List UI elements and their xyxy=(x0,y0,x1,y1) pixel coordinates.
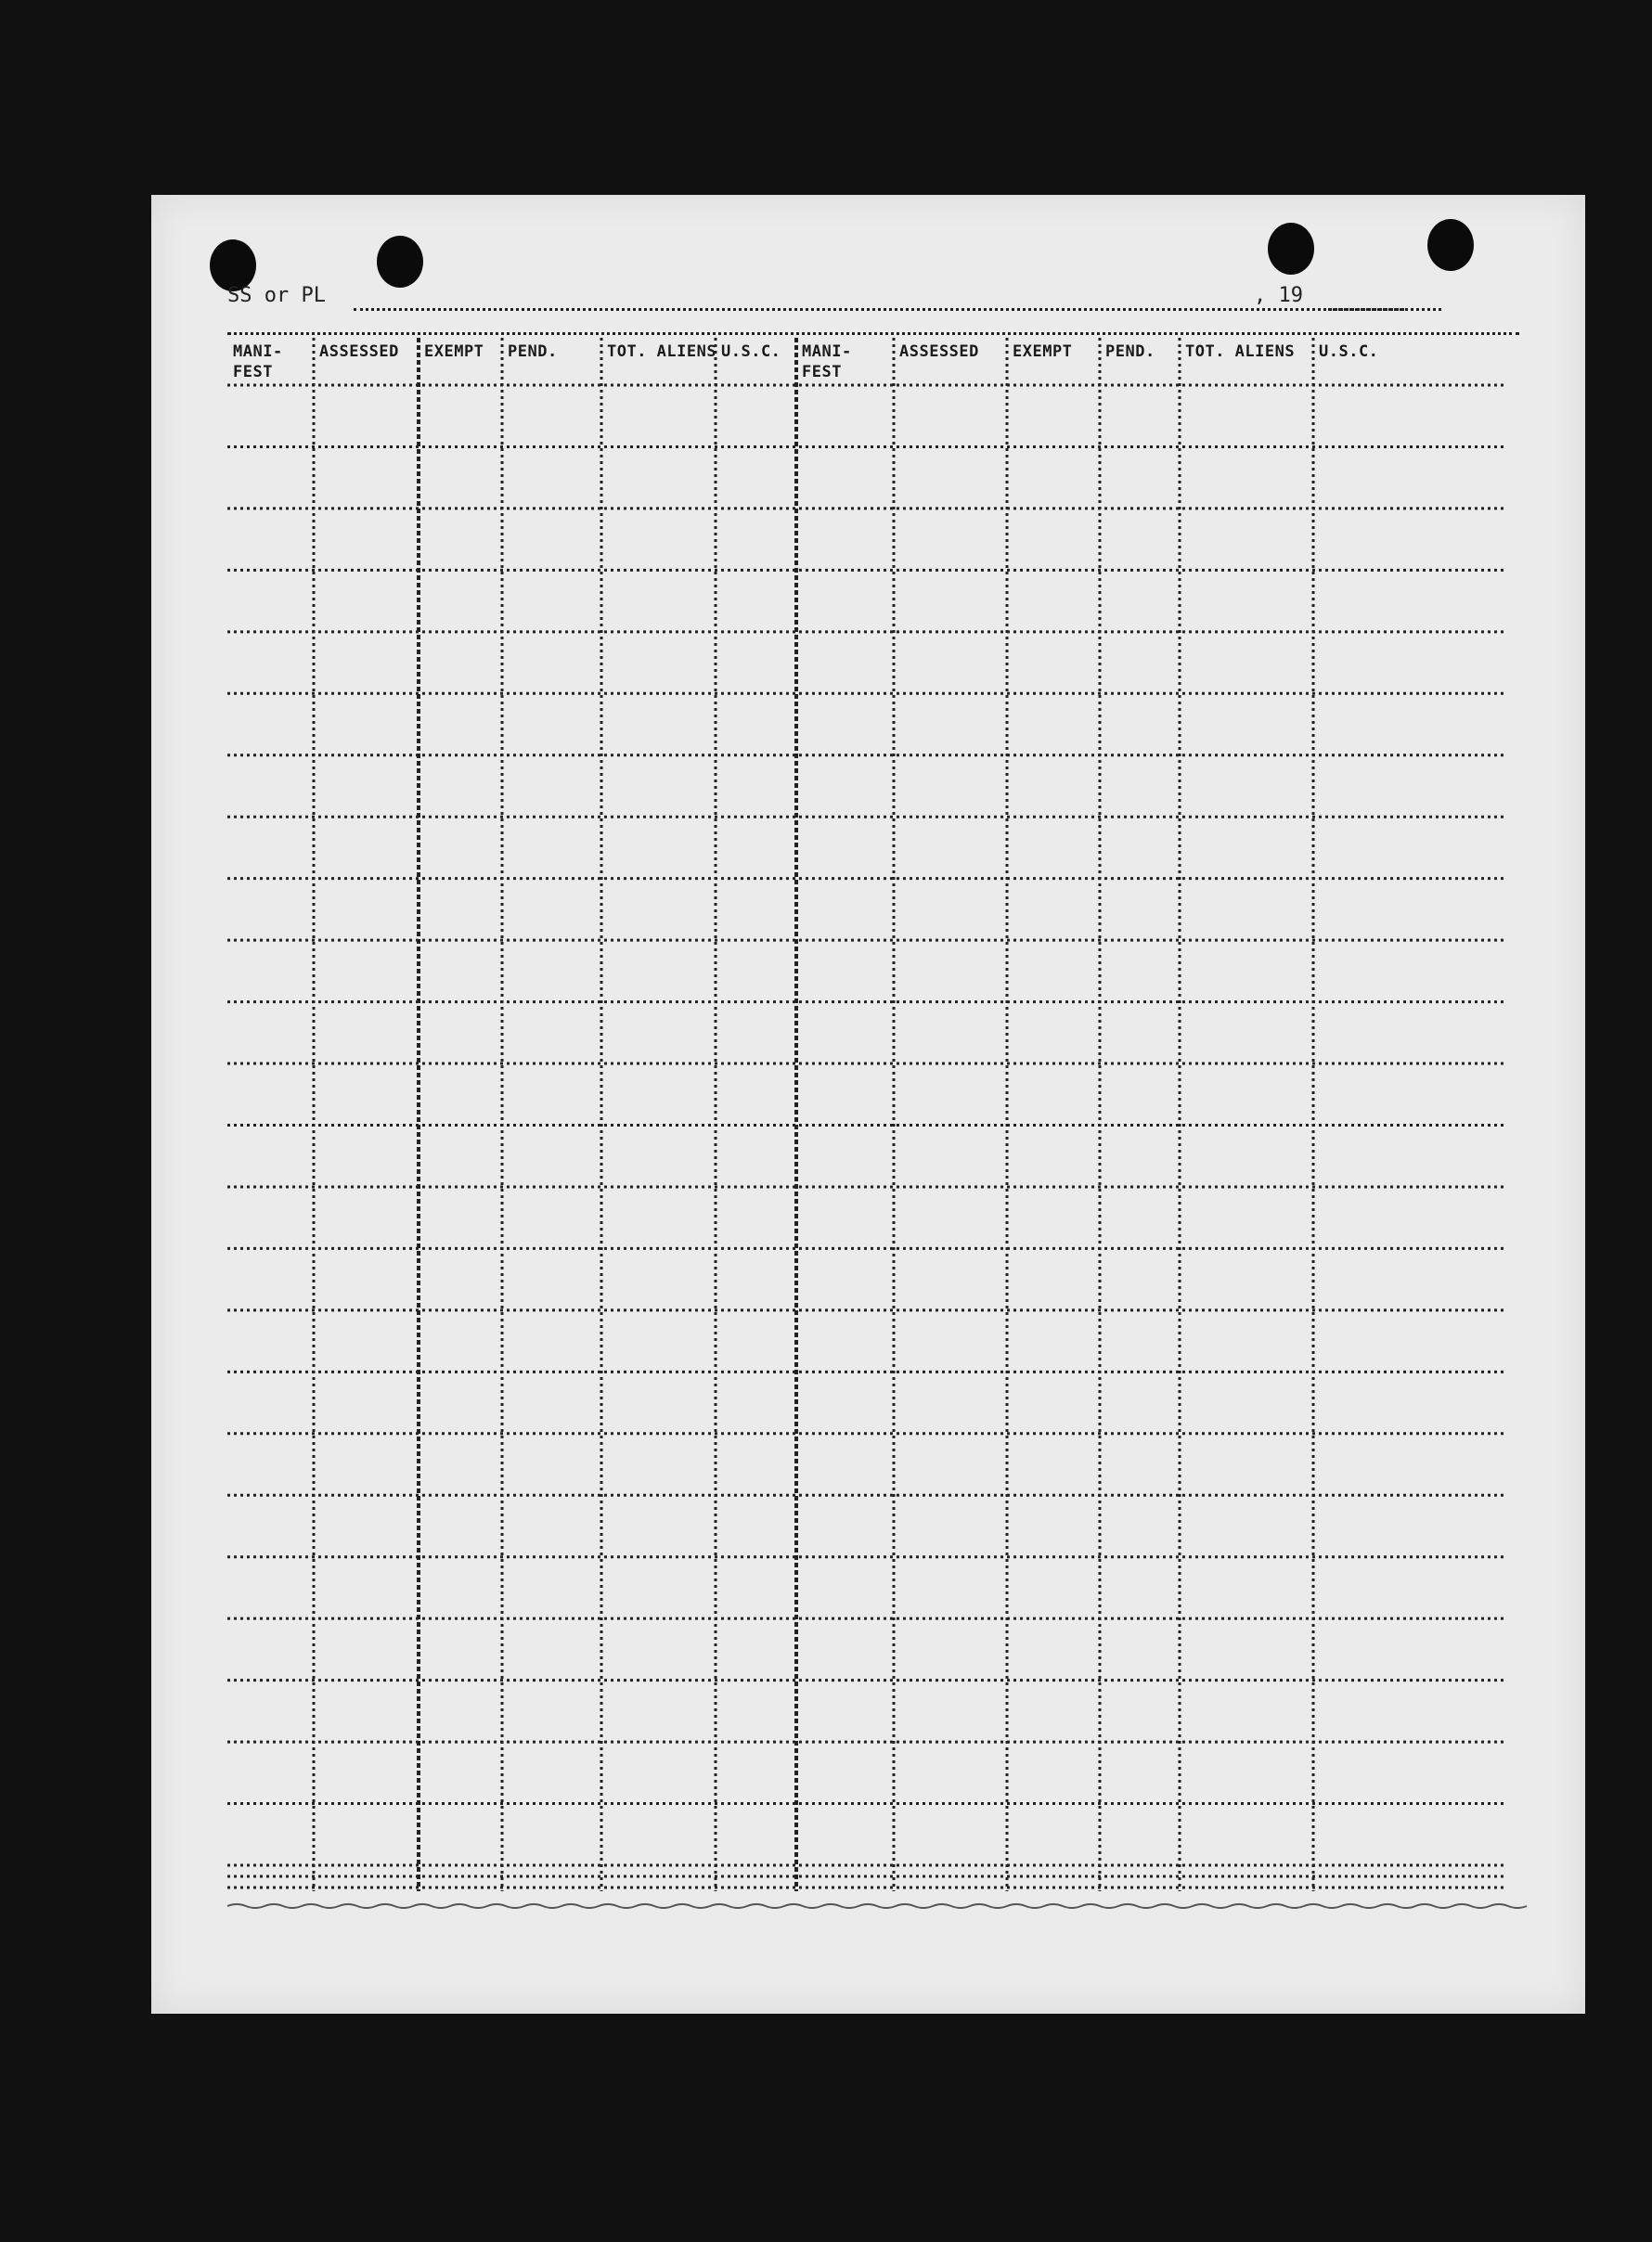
column-header-9: EXEMPT xyxy=(1013,342,1073,361)
column-header-10: PEND. xyxy=(1105,342,1155,361)
ship-label: SS or PL xyxy=(227,284,326,307)
column-header-8: ASSESSED xyxy=(899,342,979,361)
year-label: , 19 xyxy=(1254,284,1303,307)
column-header-7: MANI- FEST xyxy=(802,342,852,381)
ruled-grid xyxy=(151,195,1585,2014)
column-header-6: U.S.C. xyxy=(721,342,781,361)
column-header-2: ASSESSED xyxy=(319,342,399,361)
column-header-3: EXEMPT xyxy=(424,342,484,361)
form-sheet xyxy=(151,195,1585,2014)
column-header-4: PEND. xyxy=(508,342,558,361)
column-header-12: U.S.C. xyxy=(1319,342,1379,361)
column-header-5: TOT. ALIENS xyxy=(607,342,717,361)
column-header-1: MANI- FEST xyxy=(233,342,283,381)
column-header-11: TOT. ALIENS xyxy=(1185,342,1296,361)
bottom-edge-line xyxy=(227,1904,1527,1908)
